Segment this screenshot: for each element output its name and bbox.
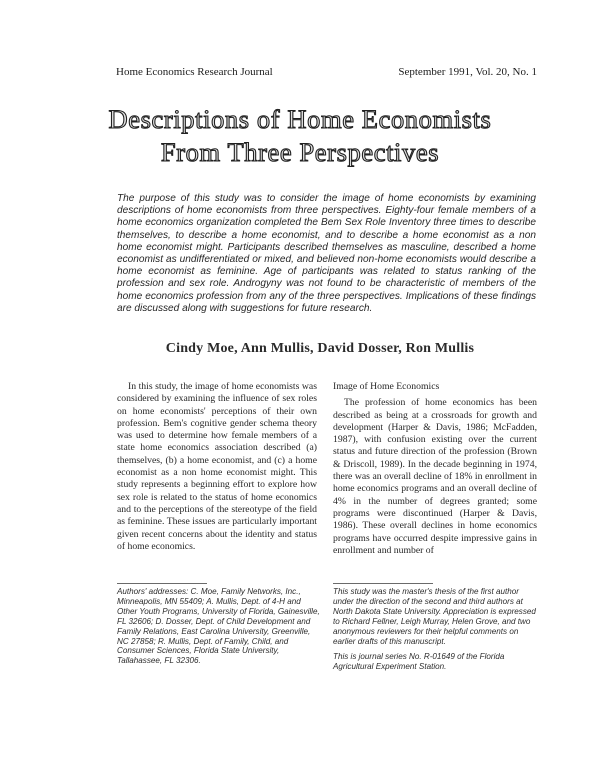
body-column-left <box>117 381 317 553</box>
running-head <box>116 66 537 78</box>
author-list: Cindy Moe, Ann Mullis, David Dosser, Ron Mullis <box>165 341 475 356</box>
section-heading: Image of Home Economics <box>333 381 440 392</box>
issue-info: September 1991, Vol. 20, No. 1 <box>398 66 537 78</box>
title-line-1: Descriptions of Home Economists <box>108 104 492 134</box>
image-paragraph: The profession of home economics has been described as being at a crossroads for growth and development (Harper & Davis, 1986; McFadden, 1987), with confusion existing over the current status and future direction of the profession (Brown & Driscoll, 1989). In the decade beginning in 1974, there was an overall decline of 18% in enrollment in home economics programs and an overall decline of 4% in the number of degrees granted; some programs were discontinued (Harper & Davis, 1986). These overall declines in home economics programs have occurred despite impressive gains in enrollment and number of <box>333 397 537 556</box>
intro-paragraph: In this study, the image of home economists was considered by examining the influence of sex roles on home economists' perceptions of their own profession. Bem's cognitive gender schema theory was used to determine how female members of a state home economics association described (a) themselves, (b) a home economist, and (c) a home economist as a non home economist might. This study represents a beginning effort to explore how sex role is related to the status of home economics and to the perceptions of the stereotype of the field as feminine. These issues are particularly important given recent concerns about the identity and status of home economics. <box>117 381 317 552</box>
body-column-right <box>333 381 537 557</box>
title-line-2: From Three Perspectives <box>160 137 440 167</box>
footnote-divider-left <box>117 583 207 584</box>
thesis-footnote: This study was the master's thesis of the first author under the direction of the second and third authors at North Dakota State University. Appreciation is expressed to Richard Fellner, Leigh Murray, Helen Grove, and two anonymous reviewers for their helpful comments on earlier drafts of this manuscript. <box>333 587 536 646</box>
authors-addresses-footnote: Authors' addresses: C. Moe, Family Networks, Inc., Minneapolis, MN 55409; A. Mullis, Dept. of 4-H and Other Youth Programs, University of Florida, Gainesville, FL 32606; D. Dosser, Dept. of Child Development and Family Relations, East Carolina University, Greenville, NC 27858; R. Mullis, Dept. of Family, Child, and Consumer Sciences, Florida State University, Tallahassee, FL 32306. <box>117 587 320 666</box>
footnote-divider-right <box>333 583 433 584</box>
journal-series-footnote: This is journal series No. R-01649 of the Florida Agricultural Experiment Station. <box>333 652 505 671</box>
abstract: The purpose of this study was to consider the image of home economists by examining descriptions of home economists from three perspectives. Eighty-four female members of a home economics organization completed the Bem Sex Role Inventory three times to describe themselves, to describe a home economist, and to describe a home economist as a non home economist might. Participants described themselves as masculine, described a home economist as undifferentiated or mixed, and believed non-home economists would describe a home economist as feminine. Age of participants was related to status ranking of the profession and sex role. Androgyny was not found to be characteristic of members of the home economics profession from any of the three perspectives. Implications of these findings are discussed along with suggestions for future research. <box>117 193 536 314</box>
article-title <box>80 103 520 169</box>
journal-name: Home Economics Research Journal <box>116 66 273 78</box>
